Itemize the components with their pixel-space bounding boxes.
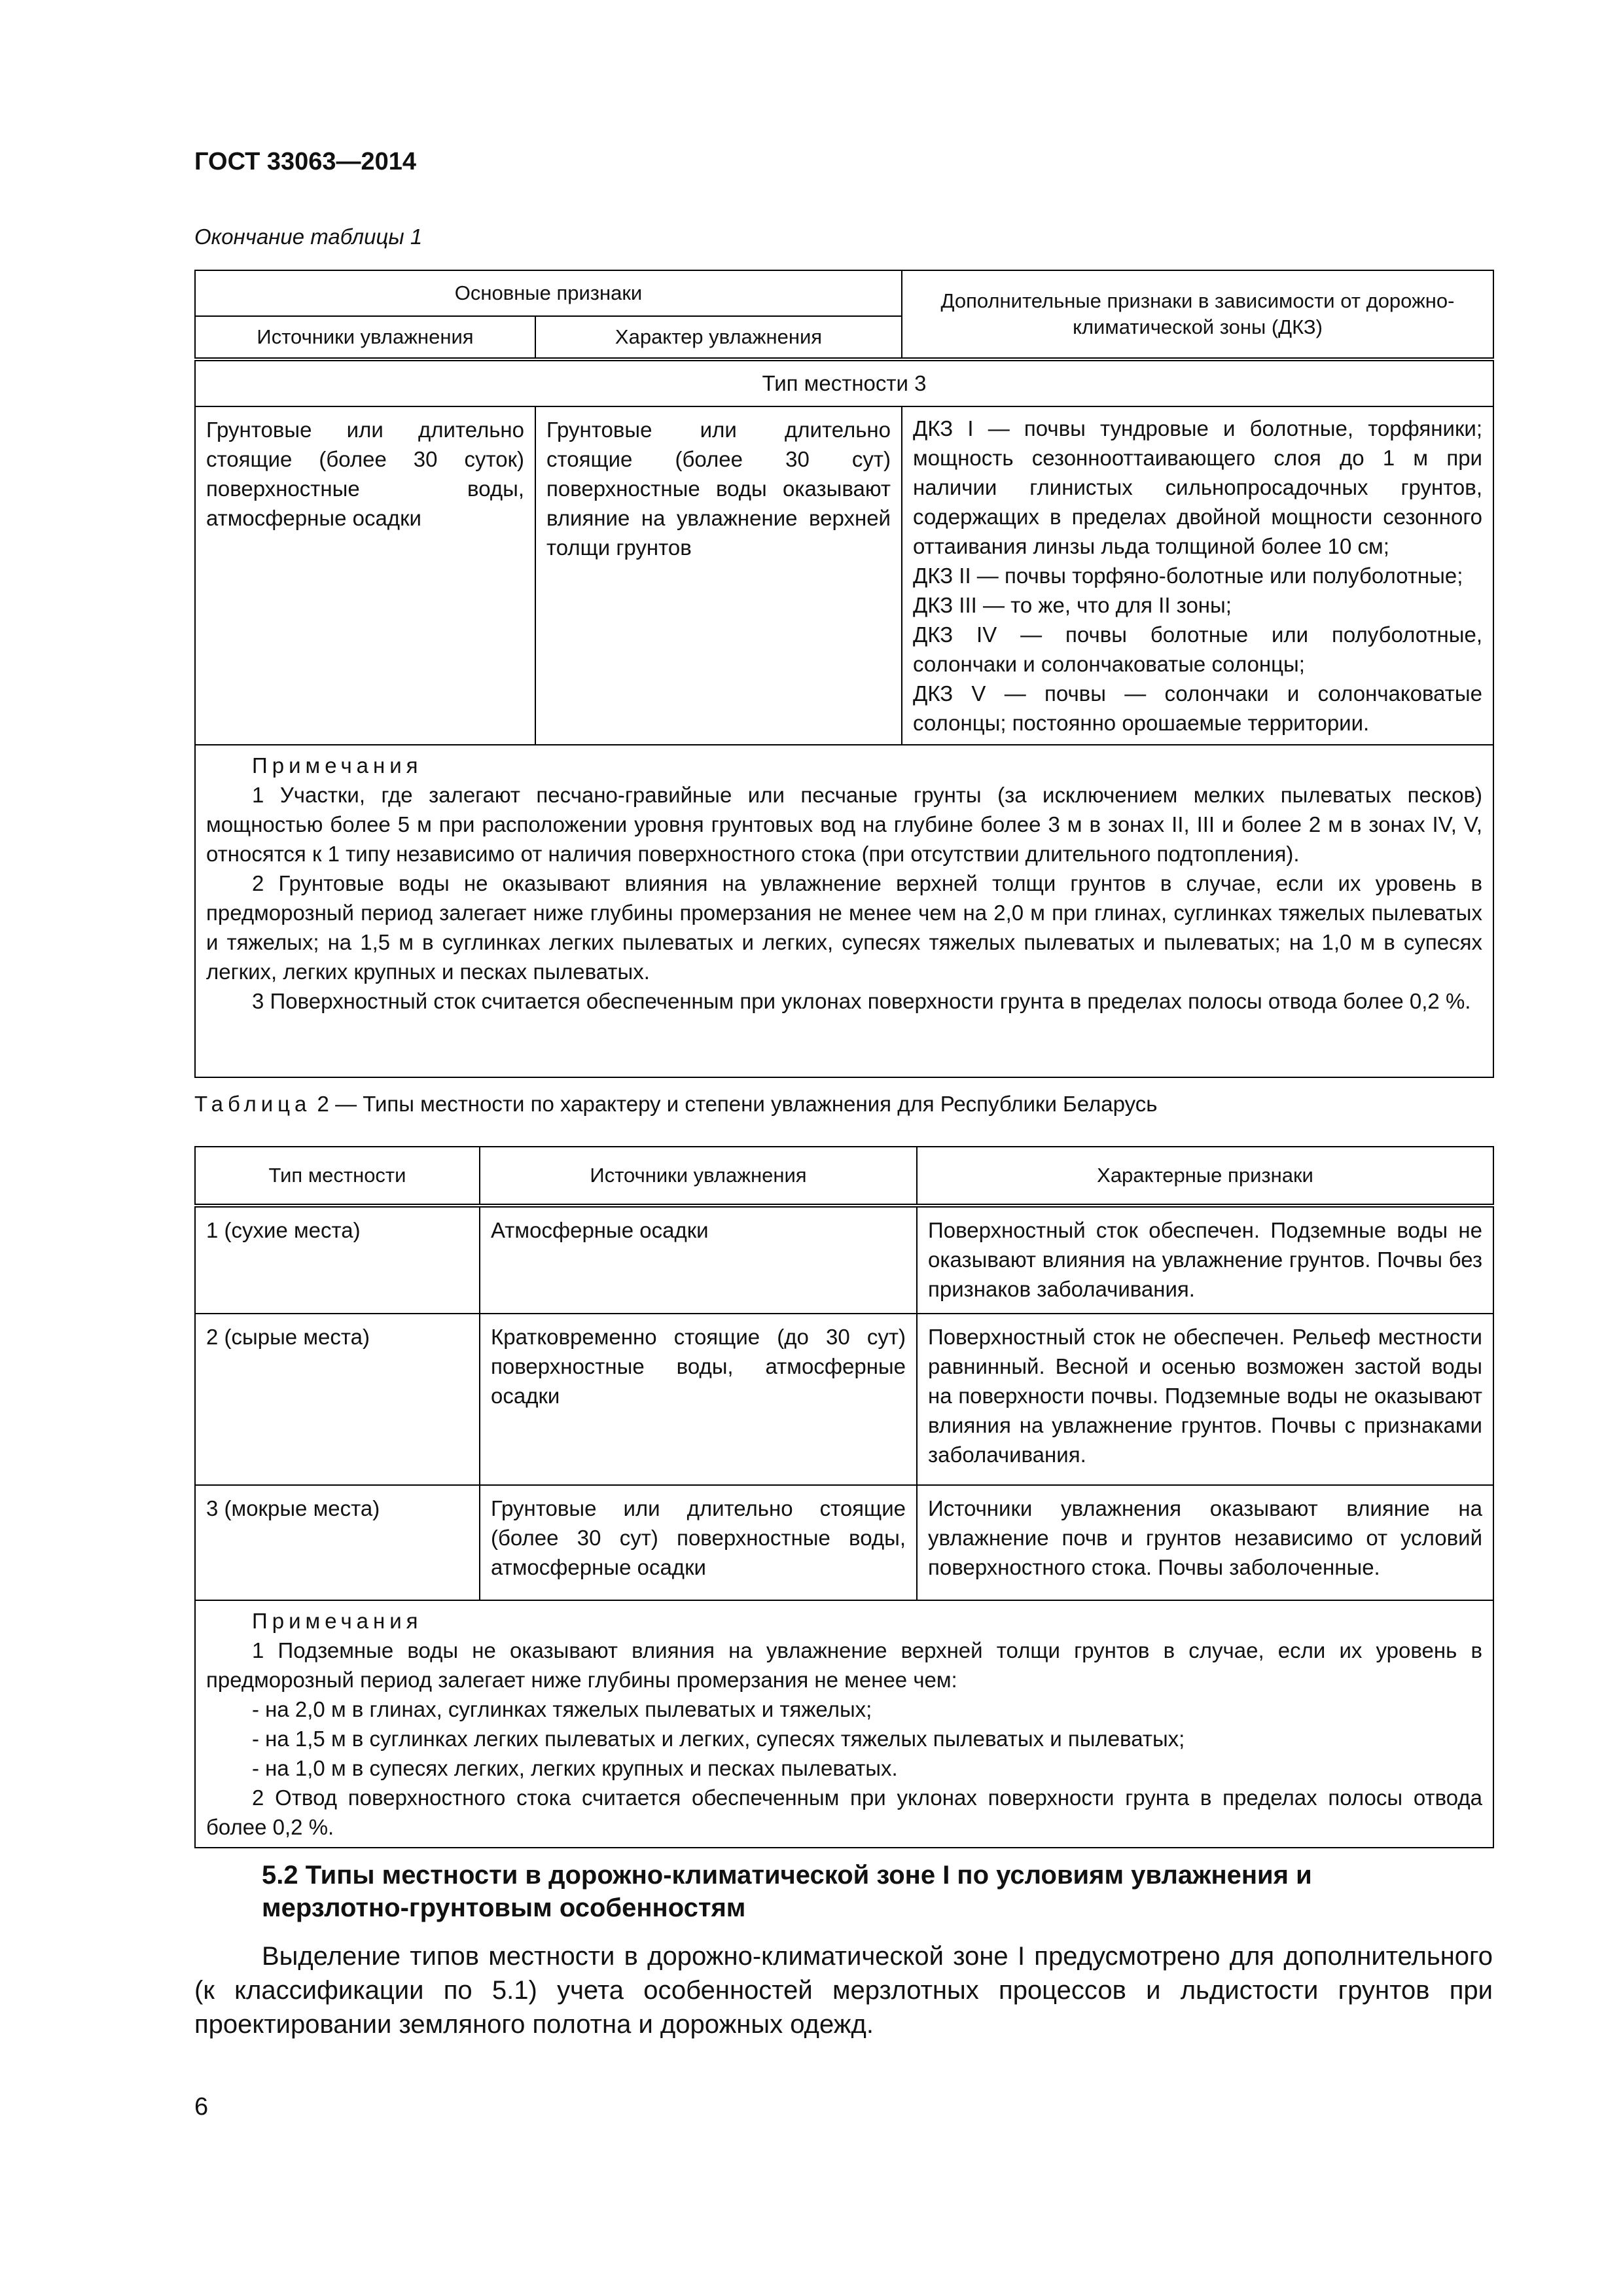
- row-1-signs: Поверхностный сток обеспечен. Подземные воды не оказывают влияния на увлажнение грунтов. Почвы без признаков заболачивания.: [917, 1206, 1493, 1314]
- table-row: [195, 1485, 1493, 1600]
- row-1-type: 1 (сухие места): [195, 1206, 480, 1314]
- table-1-notes: [195, 745, 1493, 1077]
- row-1-sources: Атмосферные осадки: [480, 1206, 917, 1314]
- header-extra-signs: Дополнительные признаки в зависимости от дорожно-климатической зоны (ДКЗ): [902, 270, 1493, 359]
- document-code: ГОСТ 33063—2014: [194, 148, 417, 175]
- row-3-sources: Грунтовые или длительно стоящие (более 30 сут) поверхностные воды, атмосферные осадки: [480, 1485, 917, 1600]
- cell-sources: Грунтовые или длительно стоящие (более 30 суток) поверхностные воды, атмосферные осадки: [195, 406, 535, 745]
- table-2-caption-prefix: Таблица: [194, 1092, 312, 1116]
- note-1-item-1: - на 2,0 м в глинах, суглинках тяжелых пылеватых и тяжелых;: [252, 1697, 872, 1721]
- header-moisture-sources: Источники увлажнения: [195, 316, 535, 359]
- row-2-sources: Кратковременно стоящие (до 30 сут) поверхностные воды, атмосферные осадки: [480, 1314, 917, 1485]
- row-3-signs: Источники увлажнения оказывают влияние на увлажнение почв и грунтов независимо от условий поверхностного стока. Почвы заболоченные.: [917, 1485, 1493, 1600]
- notes-title: Примечания: [252, 753, 423, 778]
- table-2: [194, 1146, 1494, 1848]
- note-1-item-2: - на 1,5 м в суглинках легких пылеватых и легких, супесях тяжелых пылеватых и пылеватых;: [252, 1727, 1185, 1751]
- extra-dkz-1: ДКЗ I — почвы тундровые и болотные, торфяники; мощность сезоннооттаивающего слоя до 1 м при наличии глинистых сильнопросадочных грунтов, содержащих в пределах двойной мощности сезонного оттаивания линзы льда толщиной более 10 см;: [913, 416, 1482, 558]
- note-2: 2 Отвод поверхностного стока считается обеспеченным при уклонах поверхности грунта в пределах полосы отвода более 0,2 %.: [206, 1785, 1482, 1839]
- row-2-signs: Поверхностный сток не обеспечен. Рельеф местности равнинный. Весной и осенью возможен застой воды на поверхности почвы. Подземные воды не оказывают влияния на увлажнение грунтов. Почвы с признаками заболачивания.: [917, 1314, 1493, 1485]
- note-1: 1 Участки, где залегают песчано-гравийные или песчаные грунты (за исключением мелких пылеватых песков) мощностью более 5 м при расположении уровня грунтовых вод на глубине более 3 м в зонах II, III и более 2 м в зонах IV, V, относятся к 1 типу независимо от наличия поверхностного стока (при отсутствии длительного подтопления).: [206, 783, 1482, 866]
- table-row: [195, 1314, 1493, 1485]
- terrain-type-row: Тип местности 3: [195, 359, 1493, 406]
- section-body: [194, 1939, 1493, 2041]
- section-title: 5.2 Типы местности в дорожно-климатической зоне I по условиям увлажнения и мерзлотно-грунтовым особенностям: [262, 1861, 1312, 1922]
- extra-dkz-4: ДКЗ IV — почвы болотные или полуболотные, солончаки и солончаковатые солонцы;: [913, 622, 1482, 676]
- note-3: 3 Поверхностный сток считается обеспеченным при уклонах поверхности грунта в пределах полосы отвода более 0,2 %.: [252, 989, 1471, 1013]
- table-1: [194, 270, 1494, 1078]
- section-body-text: Выделение типов местности в дорожно-климатической зоне I предусмотрено для дополнительного (к классификации по 5.1) учета особенностей мерзлотных процессов и льдистости грунтов при проектировании земляного полотна и дорожных одежд.: [194, 1942, 1493, 2039]
- cell-extra-signs: [902, 406, 1493, 745]
- table-2-caption-text: 2 — Типы местности по характеру и степени увлажнения для Республики Беларусь: [311, 1092, 1158, 1116]
- note-1-item-3: - на 1,0 м в супесях легких, легких крупных и песках пылеватых.: [252, 1756, 898, 1780]
- table-row: [195, 1206, 1493, 1314]
- row-2-type: 2 (сырые места): [195, 1314, 480, 1485]
- header-terrain-type: Тип местности: [195, 1147, 480, 1206]
- table-2-caption: [194, 1092, 1157, 1117]
- row-3-type: 3 (мокрые места): [195, 1485, 480, 1600]
- notes-title: Примечания: [252, 1609, 423, 1633]
- header-signs: Характерные признаки: [917, 1147, 1493, 1206]
- note-1: 1 Подземные воды не оказывают влияния на увлажнение верхней толщи грунтов в случае, если их уровень в предморозный период залегает ниже глубины промерзания не менее чем:: [206, 1638, 1482, 1692]
- extra-dkz-2: ДКЗ II — почвы торфяно-болотные или полуболотные;: [913, 564, 1463, 588]
- page-number: 6: [194, 2093, 209, 2121]
- extra-dkz-5: ДКЗ V — почвы — солончаки и солончаковатые солонцы; постоянно орошаемые территории.: [913, 681, 1482, 735]
- cell-character: Грунтовые или длительно стоящие (более 30 сут) поверхностные воды оказывают влияние на увлажнение верхней толщи грунтов: [535, 406, 902, 745]
- note-2: 2 Грунтовые воды не оказывают влияния на увлажнение верхней толщи грунтов в случае, если их уровень в предморозный период залегает ниже глубины промерзания не менее чем на 2,0 м при глинах, суглинках тяжелых пылеватых и тяжелых; на 1,5 м в суглинках легких пылеватых и легких, супесях тяжелых пылеватых и пылеватых; на 1,0 м в супесях легких, легких крупных и песках пылеватых.: [206, 871, 1482, 984]
- header-moisture-character: Характер увлажнения: [535, 316, 902, 359]
- header-main-signs: Основные признаки: [195, 270, 902, 316]
- extra-dkz-3: ДКЗ III — то же, что для II зоны;: [913, 593, 1232, 617]
- table-2-notes: [195, 1600, 1493, 1848]
- table-continuation-caption: Окончание таблицы 1: [194, 224, 423, 249]
- header-sources: Источники увлажнения: [480, 1147, 917, 1206]
